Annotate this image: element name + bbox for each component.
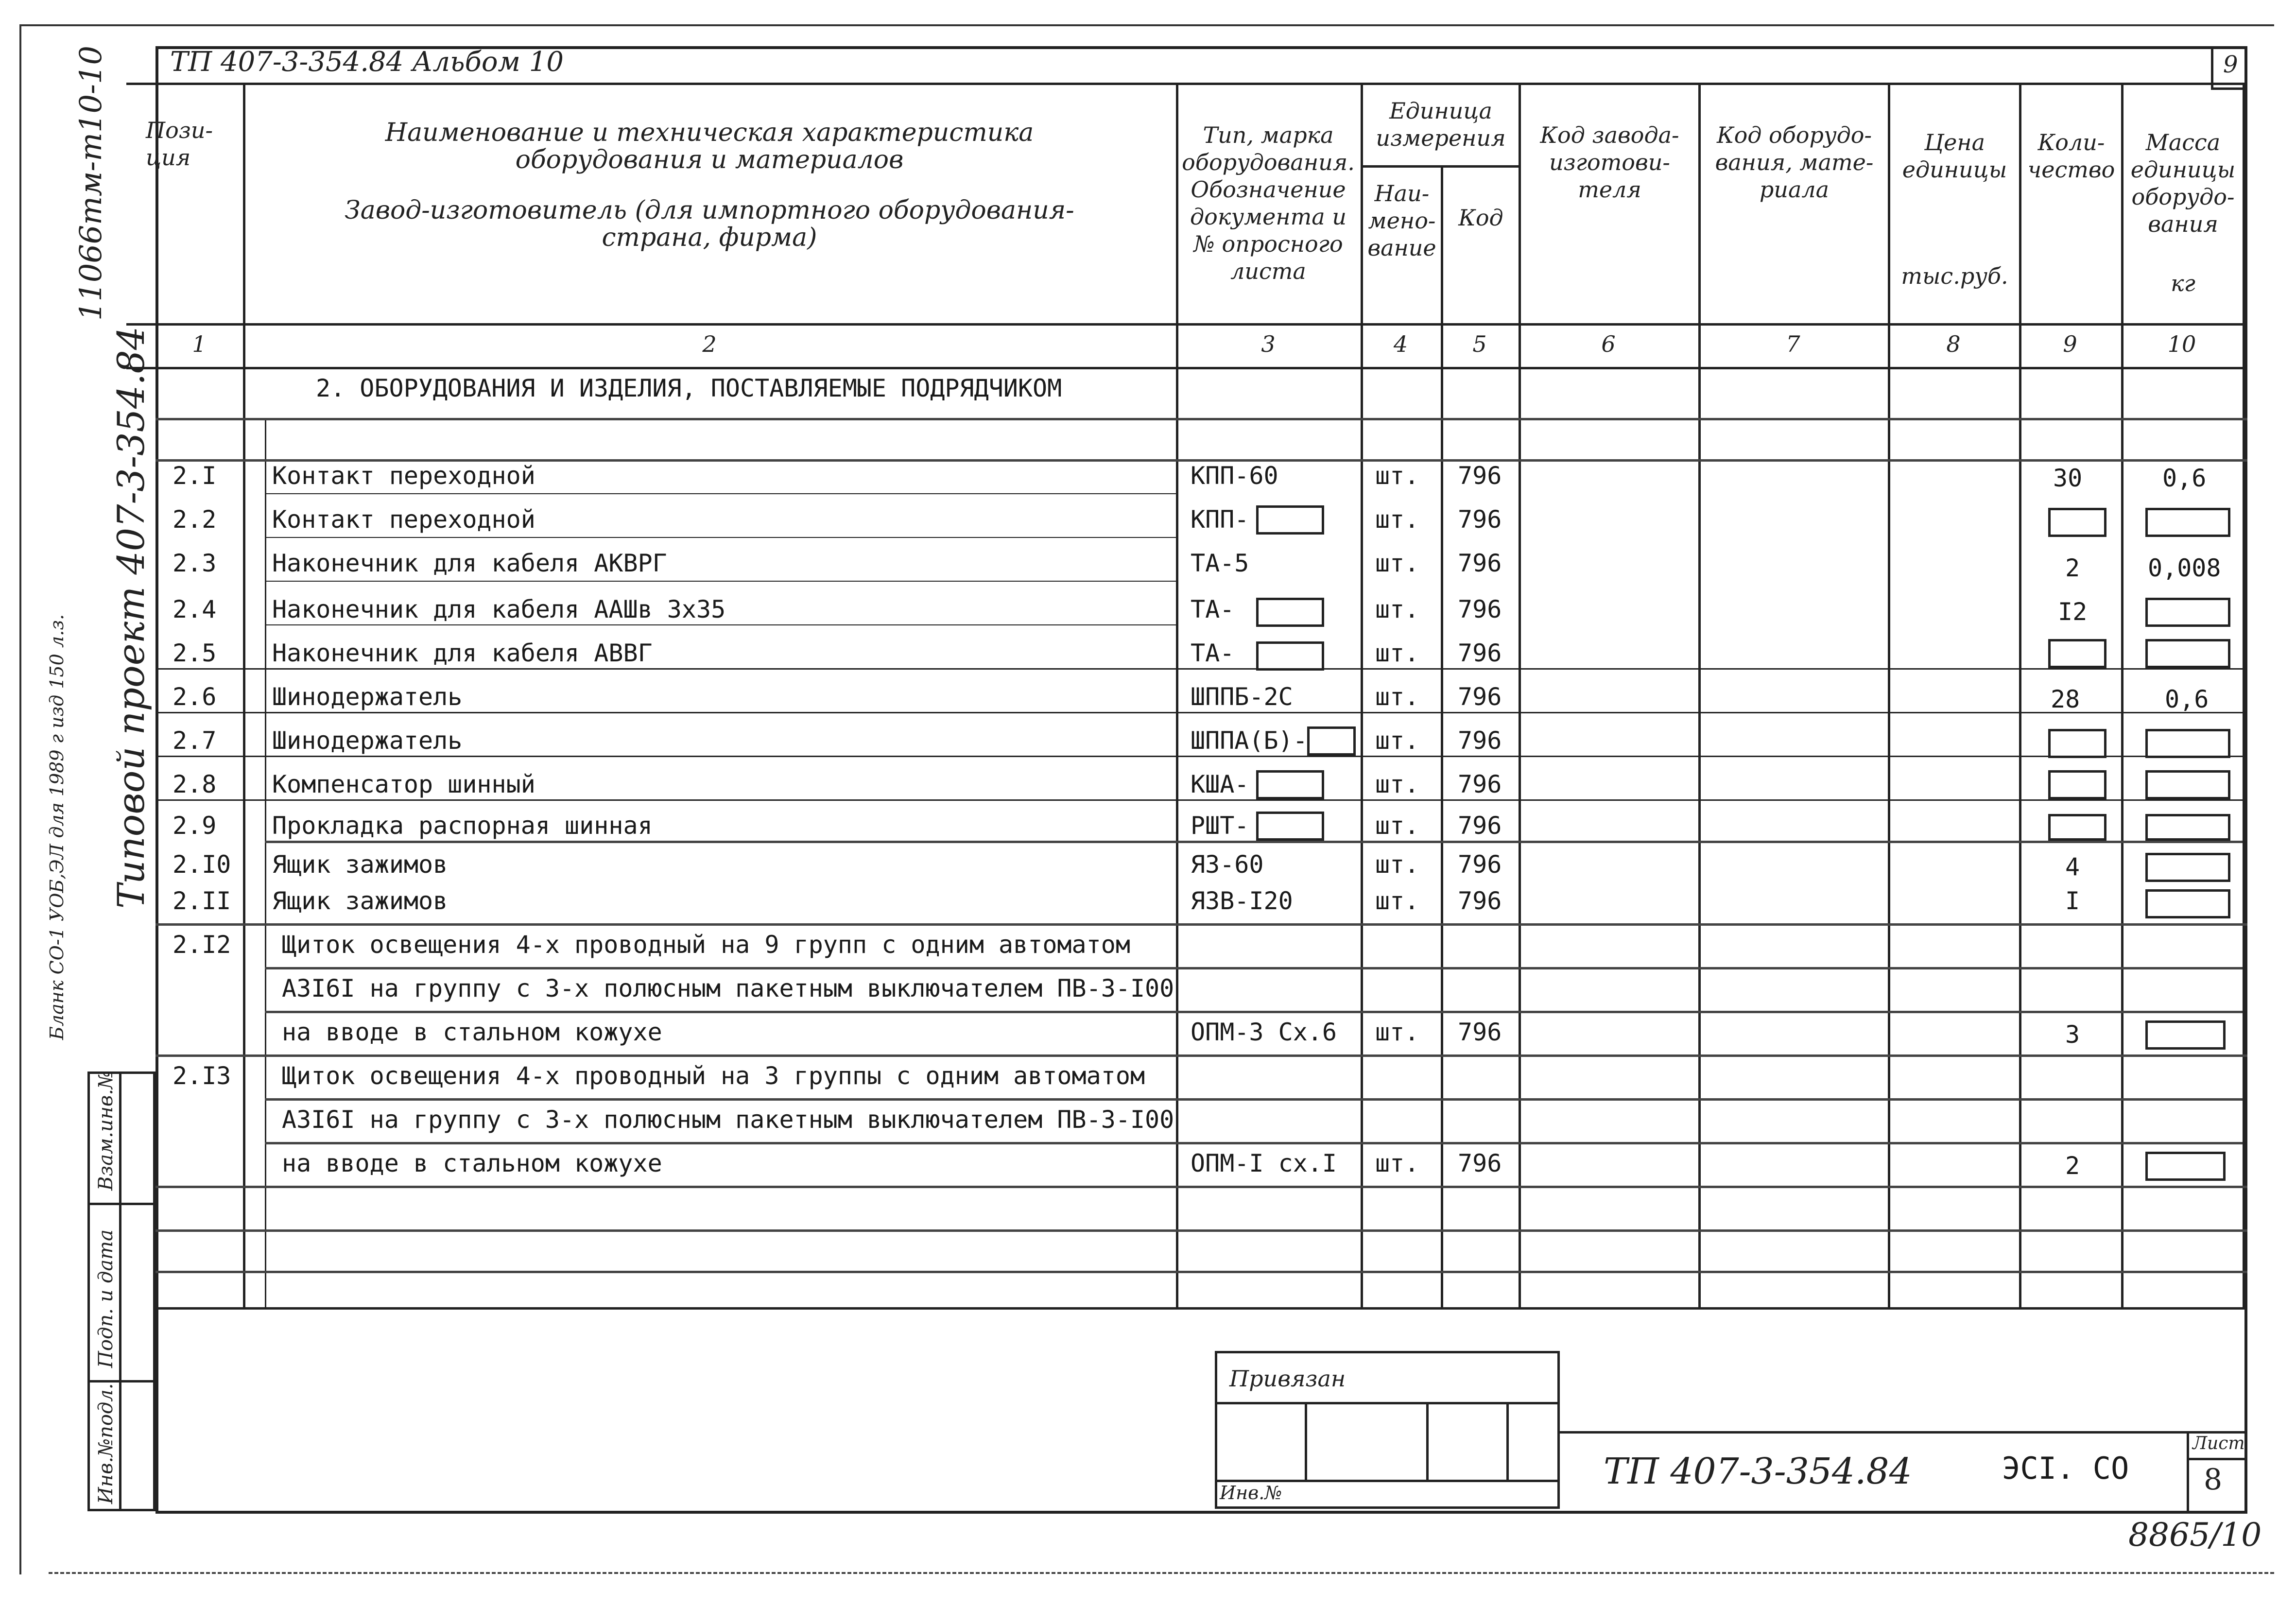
header-unit-name: Наи- мено- вание — [1367, 180, 1436, 261]
row-code: 796 — [1458, 887, 1502, 915]
blank-field[interactable] — [2145, 508, 2230, 537]
col-number: 10 — [2167, 331, 2196, 357]
row-type: ЯЗ-60 — [1191, 850, 1264, 879]
row-line — [265, 624, 1176, 625]
stamp-divider — [1506, 1402, 1509, 1480]
header-mass-unit: кг — [2171, 270, 2195, 296]
binding-stamp-label: Привязан — [1229, 1365, 1346, 1392]
row-line — [155, 799, 2247, 801]
margin-cell-inv: Инв.№подл. — [95, 1383, 117, 1504]
header-price-unit: тыс.руб. — [1901, 263, 2008, 289]
blank-field[interactable] — [2145, 889, 2230, 918]
row-line — [155, 668, 2247, 670]
archive-code: 8865/10 — [2128, 1516, 2262, 1554]
header-type: Тип, марка оборудования. Обозначение документа и № опросного листа — [1182, 122, 1355, 284]
row-position: 2.I3 — [173, 1062, 231, 1090]
col-number: 5 — [1472, 331, 1487, 357]
title-block-top — [1560, 1431, 2247, 1434]
blank-field[interactable] — [2145, 853, 2230, 882]
row-position: 2.5 — [173, 639, 217, 667]
col-number: 2 — [702, 331, 717, 357]
margin-cell-vzam: Взам.инв.№ — [95, 1071, 117, 1191]
row-code: 796 — [1458, 683, 1502, 711]
row-name: Наконечник для кабеля АКВРГ — [272, 549, 667, 577]
row-position: 2.I2 — [173, 931, 231, 959]
header-top-line — [126, 83, 2247, 85]
row-code: 796 — [1458, 850, 1502, 879]
col-line — [265, 418, 266, 1307]
bottom-border-line — [49, 1572, 2274, 1574]
row-line — [155, 1271, 2247, 1273]
row-position: 2.3 — [173, 549, 217, 577]
row-position: 2.4 — [173, 595, 217, 623]
row-line — [155, 1229, 2247, 1232]
row-unit: шт. — [1375, 887, 1419, 915]
row-mass: 0,6 — [2162, 464, 2207, 492]
row-qty: I — [2065, 887, 2080, 915]
row-type: ОПМ-3 Сх.6 — [1191, 1018, 1337, 1046]
blank-field[interactable] — [2145, 729, 2230, 758]
row-code: 796 — [1458, 462, 1502, 490]
row-unit: шт. — [1375, 462, 1419, 490]
row-name: Ящик зажимов — [272, 887, 448, 915]
row-line — [265, 967, 2243, 969]
col-number: 7 — [1786, 331, 1800, 357]
row-unit: шт. — [1375, 549, 1419, 577]
row-line — [155, 1054, 2247, 1057]
row-line — [265, 537, 1176, 538]
row-line — [265, 1011, 2243, 1013]
row-qty: I2 — [2058, 598, 2088, 626]
header-manufacturer-code: Код завода- изготови- теля — [1540, 122, 1679, 203]
section-title: 2. ОБОРУДОВАНИЯ И ИЗДЕЛИЯ, ПОСТАВЛЯЕМЫЕ ПОДРЯДЧИКОМ — [316, 374, 1062, 402]
blank-field[interactable] — [2048, 770, 2106, 799]
row-code: 796 — [1458, 1018, 1502, 1046]
row-code: 796 — [1458, 549, 1502, 577]
col-number: 4 — [1393, 331, 1408, 357]
row-name: Прокладка распорная шинная — [272, 812, 653, 840]
margin-cell-divider — [87, 1203, 155, 1205]
row-mass: 0,008 — [2148, 554, 2221, 582]
row-name: Шинодержатель — [272, 683, 463, 711]
left-border-line — [19, 24, 21, 1574]
album-title: ТП 407-3-354.84 Альбом 10 — [170, 46, 564, 78]
row-type: РШТ- — [1191, 812, 1249, 840]
row-name-line: Щиток освещения 4-х проводный на 3 группы с одним автоматом — [282, 1062, 1145, 1090]
blank-field[interactable] — [2145, 639, 2230, 668]
blank-field[interactable] — [1256, 812, 1324, 841]
row-line — [155, 712, 2247, 713]
stamp-divider — [1305, 1402, 1307, 1480]
row-code: 796 — [1458, 770, 1502, 798]
stamp-divider — [1426, 1402, 1429, 1480]
row-type: КША- — [1191, 770, 1249, 798]
row-unit: шт. — [1375, 850, 1419, 879]
row-qty: 28 — [2051, 685, 2080, 713]
unit-subheader-line — [1361, 165, 1519, 168]
blank-field[interactable] — [2048, 639, 2106, 668]
row-line — [155, 418, 2247, 420]
numbers-bottom-line — [126, 367, 2247, 369]
row-name: Ящик зажимов — [272, 850, 448, 879]
header-material-code: Код оборудо- вания, мате- риала — [1715, 122, 1874, 203]
row-code: 796 — [1458, 505, 1502, 534]
row-code: 796 — [1458, 726, 1502, 755]
project-designation: Типовой проект 407-3-354.84 — [109, 326, 153, 909]
row-name: Контакт переходной — [272, 505, 535, 534]
row-code: 796 — [1458, 595, 1502, 623]
row-position: 2.6 — [173, 683, 217, 711]
drawing-suffix: ЭСI. СО — [2002, 1451, 2129, 1486]
row-unit: шт. — [1375, 1149, 1419, 1177]
row-code: 796 — [1458, 1149, 1502, 1177]
row-type: КПП- — [1191, 505, 1249, 534]
row-name-line: АЗI6I на группу с 3-х полюсным пакетным выключателем ПВ-3-I00 — [282, 974, 1174, 1002]
form-stamp: Бланк СО-1 УОБ,ЭЛ для 1989 г изд 150 л.з. — [46, 614, 68, 1040]
header-mass: Масса единицы оборудо- вания — [2130, 129, 2236, 237]
row-position: 2.I — [173, 462, 217, 490]
row-line — [265, 493, 1176, 494]
row-qty: 4 — [2065, 853, 2080, 881]
row-line — [155, 923, 2247, 926]
sheet-number: 8 — [2204, 1463, 2223, 1497]
sheet-box-divider — [2187, 1458, 2247, 1460]
col-number: 8 — [1946, 331, 1961, 357]
row-code: 796 — [1458, 812, 1502, 840]
row-name-line: на вводе в стальном кожухе — [282, 1149, 662, 1177]
table-bottom-line — [155, 1307, 2247, 1310]
row-name: Наконечник для кабеля ААШв 3х35 — [272, 595, 726, 623]
row-name: Контакт переходной — [272, 462, 535, 490]
blank-field[interactable] — [2145, 1020, 2226, 1050]
row-mass: 0,6 — [2165, 685, 2209, 713]
row-code: 796 — [1458, 639, 1502, 667]
row-type: ТА- — [1191, 595, 1235, 623]
row-name-line: АЗI6I на группу с 3-х полюсным пакетным выключателем ПВ-3-I00 — [282, 1106, 1174, 1134]
margin-cell-podp: Подп. и дата — [95, 1229, 117, 1368]
row-line — [155, 1186, 2247, 1188]
row-line — [265, 1098, 2243, 1101]
row-position: 2.9 — [173, 812, 217, 840]
col-number: 6 — [1601, 331, 1616, 357]
row-name: Шинодержатель — [272, 726, 463, 755]
row-qty: 2 — [2065, 1152, 2080, 1180]
col-number: 1 — [192, 331, 207, 357]
blank-field[interactable] — [2145, 814, 2230, 841]
col-number: 3 — [1261, 331, 1276, 357]
header-manufacturer: Завод-изготовитель (для импортного оборудования- страна, фирма) — [345, 196, 1074, 252]
row-type: ТА-5 — [1191, 549, 1249, 577]
sheet-box-divider — [2187, 1431, 2189, 1514]
blank-field[interactable] — [2048, 508, 2106, 537]
header-quantity: Коли- чество — [2027, 129, 2115, 183]
margin-cell-divider — [87, 1380, 155, 1382]
header-name: Наименование и техническая характеристика оборудования и материалов — [385, 118, 1034, 174]
row-unit: шт. — [1375, 770, 1419, 798]
blank-field[interactable] — [1256, 598, 1324, 627]
row-qty: 3 — [2065, 1020, 2080, 1049]
row-type: ЯЗВ-I20 — [1191, 887, 1293, 915]
col-line — [1698, 83, 1701, 1307]
row-unit: шт. — [1375, 505, 1419, 534]
blank-field[interactable] — [2048, 814, 2106, 841]
blank-field[interactable] — [1256, 641, 1324, 671]
margin-cell-divider — [119, 1071, 121, 1511]
row-unit: шт. — [1375, 1018, 1419, 1046]
col-line — [2019, 83, 2021, 1307]
row-name-line: на вводе в стальном кожухе — [282, 1018, 662, 1046]
row-name: Компенсатор шинный — [272, 770, 535, 798]
row-unit: шт. — [1375, 595, 1419, 623]
row-position: 2.8 — [173, 770, 217, 798]
col-line — [2243, 83, 2245, 1307]
col-line — [1361, 83, 1363, 1307]
col-number: 9 — [2063, 331, 2077, 357]
row-type: ШППБ-2С — [1191, 683, 1293, 711]
page-number: 9 — [2223, 51, 2238, 78]
col-line — [243, 83, 245, 1307]
row-line — [265, 841, 2243, 843]
header-unit-code: Код — [1458, 205, 1503, 231]
blank-field[interactable] — [1256, 505, 1324, 535]
row-position: 2.I0 — [173, 850, 231, 879]
row-qty: 2 — [2065, 554, 2080, 582]
top-border-line — [19, 24, 2274, 26]
row-position: 2.2 — [173, 505, 217, 534]
row-type: КПП-60 — [1191, 462, 1278, 490]
blank-field[interactable] — [2145, 598, 2230, 627]
row-unit: шт. — [1375, 683, 1419, 711]
row-line — [155, 756, 2247, 757]
row-qty: 30 — [2053, 464, 2083, 492]
inventory-code: 11066тм-т10-10 — [73, 46, 108, 321]
header-bottom-line — [126, 323, 2247, 326]
row-unit: шт. — [1375, 726, 1419, 755]
row-position: 2.II — [173, 887, 231, 915]
row-name-line: Щиток освещения 4-х проводный на 9 групп с одним автоматом — [282, 931, 1130, 959]
header-unit-group: Единица измерения — [1376, 98, 1506, 151]
row-unit: шт. — [1375, 639, 1419, 667]
row-type: ТА- — [1191, 639, 1235, 667]
blank-field[interactable] — [2145, 1152, 2226, 1181]
row-type: ОПМ-I сх.I — [1191, 1149, 1337, 1177]
blank-field[interactable] — [2048, 729, 2106, 758]
row-type: ШППА(Б)- — [1191, 726, 1308, 755]
header-price: Цена единицы — [1902, 129, 2007, 183]
row-unit: шт. — [1375, 812, 1419, 840]
sheet-label: Лист — [2192, 1434, 2245, 1453]
row-position: 2.7 — [173, 726, 217, 755]
blank-field[interactable] — [1307, 726, 1356, 756]
row-line — [265, 581, 1176, 582]
header-position: Пози- ция — [146, 117, 213, 171]
col-line — [1519, 83, 1521, 1307]
blank-field[interactable] — [1256, 770, 1324, 799]
col-line — [2121, 83, 2123, 1307]
row-line — [265, 1142, 2243, 1144]
blank-field[interactable] — [2145, 770, 2230, 799]
designation: ТП 407-3-354.84 — [1604, 1451, 1912, 1492]
row-name: Наконечник для кабеля АВВГ — [272, 639, 653, 667]
binding-stamp-inv: Инв.№ — [1220, 1482, 1282, 1503]
